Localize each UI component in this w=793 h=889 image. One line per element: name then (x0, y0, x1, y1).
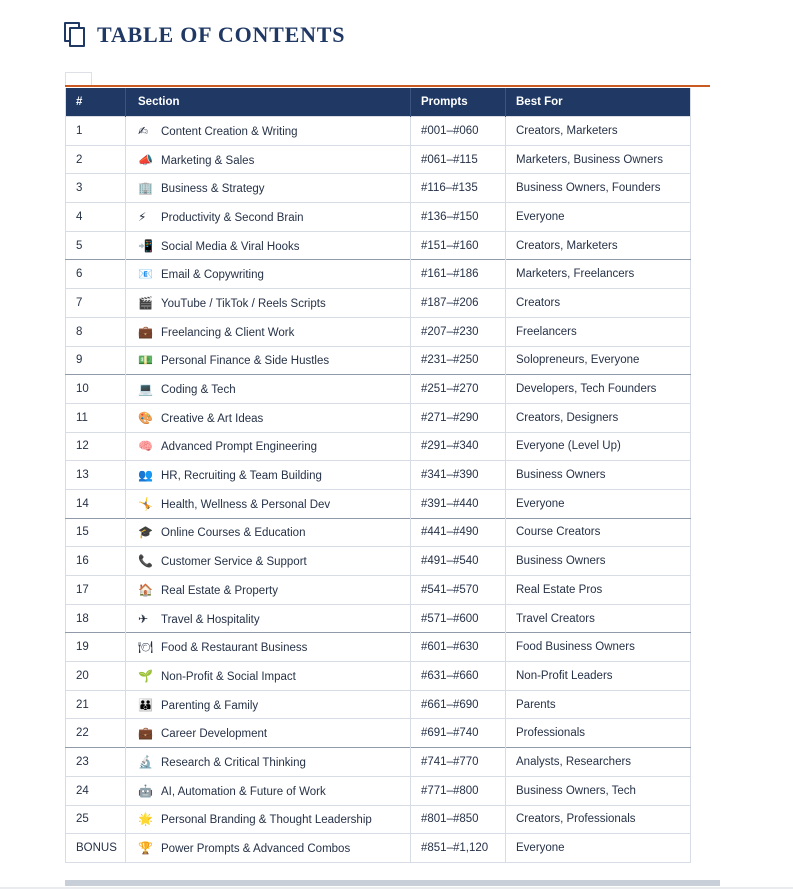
graduation-cap-icon: 🎓 (138, 525, 153, 540)
palette-icon: 🎨 (138, 410, 153, 425)
row-number: 17 (66, 576, 126, 605)
mobile-phone-icon: 📲 (138, 238, 153, 253)
telephone-icon: 📞 (138, 554, 153, 569)
table-row (66, 690, 691, 719)
trophy-icon: 🏆 (138, 841, 153, 856)
section-cell (126, 346, 411, 375)
prompts-range: #851–#1,120 (411, 834, 506, 863)
best-for: Real Estate Pros (506, 576, 691, 605)
fork-knife-plate-icon: 🍽 (138, 640, 154, 655)
prompts-range: #136–#150 (411, 203, 506, 232)
lightning-icon: ⚡ (138, 209, 147, 224)
section-cell (126, 547, 411, 576)
section-label: Online Courses & Education (161, 527, 306, 540)
column-header-section: Section (126, 88, 411, 117)
table-row (66, 346, 691, 375)
section-cell (126, 604, 411, 633)
section-label: Content Creation & Writing (161, 125, 298, 138)
page-title-row (64, 22, 345, 48)
row-number: 5 (66, 231, 126, 260)
table-handle-notch (65, 72, 92, 86)
section-label: Productivity & Second Brain (161, 211, 304, 224)
section-cell (126, 748, 411, 777)
row-number: 6 (66, 260, 126, 289)
column-header-best-for: Best For (506, 88, 691, 117)
section-label: Health, Wellness & Personal Dev (161, 498, 331, 511)
row-number: 13 (66, 461, 126, 490)
office-building-icon: 🏢 (138, 181, 153, 196)
toc-table (65, 88, 691, 863)
row-number: 3 (66, 174, 126, 203)
section-cell (126, 203, 411, 232)
prompts-range: #441–#490 (411, 518, 506, 547)
section-label: Real Estate & Property (161, 584, 278, 597)
prompts-range: #741–#770 (411, 748, 506, 777)
table-row (66, 403, 691, 432)
section-cell (126, 117, 411, 146)
prompts-range: #391–#440 (411, 489, 506, 518)
section-label: Non-Profit & Social Impact (161, 670, 296, 683)
row-number: 24 (66, 776, 126, 805)
section-cell (126, 662, 411, 691)
section-label: Coding & Tech (161, 384, 236, 397)
section-cell (126, 145, 411, 174)
seedling-icon: 🌱 (138, 668, 153, 683)
table-row (66, 805, 691, 834)
section-cell (126, 231, 411, 260)
section-cell (126, 776, 411, 805)
prompts-range: #187–#206 (411, 289, 506, 318)
table-row (66, 604, 691, 633)
section-cell (126, 317, 411, 346)
section-cell (126, 719, 411, 748)
section-label: Freelancing & Client Work (161, 326, 295, 339)
row-number: 18 (66, 604, 126, 633)
row-number: 9 (66, 346, 126, 375)
row-number: 14 (66, 489, 126, 518)
best-for: Everyone (Level Up) (506, 432, 691, 461)
brain-icon: 🧠 (138, 439, 153, 454)
prompts-range: #151–#160 (411, 231, 506, 260)
best-for: Developers, Tech Founders (506, 375, 691, 404)
row-number: 23 (66, 748, 126, 777)
table-row (66, 518, 691, 547)
table-row (66, 719, 691, 748)
section-label: Social Media & Viral Hooks (161, 240, 300, 253)
best-for: Parents (506, 690, 691, 719)
clapperboard-icon: 🎬 (138, 295, 153, 310)
best-for: Course Creators (506, 518, 691, 547)
section-label: Creative & Art Ideas (161, 412, 264, 425)
toc-table-header (66, 88, 691, 117)
section-label: Parenting & Family (161, 699, 259, 712)
table-row (66, 203, 691, 232)
section-cell (126, 576, 411, 605)
table-row (66, 576, 691, 605)
table-row (66, 174, 691, 203)
row-number: 7 (66, 289, 126, 318)
prompts-range: #231–#250 (411, 346, 506, 375)
table-row (66, 748, 691, 777)
writing-hand-icon: ✍ (138, 123, 149, 138)
column-header-number: # (66, 88, 126, 117)
section-label: Customer Service & Support (161, 556, 307, 569)
section-cell (126, 633, 411, 662)
table-row (66, 834, 691, 863)
column-header-prompts: Prompts (411, 88, 506, 117)
section-label: HR, Recruiting & Team Building (161, 470, 322, 483)
best-for: Business Owners, Founders (506, 174, 691, 203)
table-row (66, 461, 691, 490)
table-row (66, 289, 691, 318)
section-cell (126, 174, 411, 203)
best-for: Non-Profit Leaders (506, 662, 691, 691)
row-number: 11 (66, 403, 126, 432)
prompts-range: #061–#115 (411, 145, 506, 174)
best-for: Business Owners, Tech (506, 776, 691, 805)
section-cell (126, 805, 411, 834)
best-for: Food Business Owners (506, 633, 691, 662)
house-icon: 🏠 (138, 582, 153, 597)
section-label: YouTube / TikTok / Reels Scripts (161, 297, 326, 310)
best-for: Creators, Professionals (506, 805, 691, 834)
prompts-range: #631–#660 (411, 662, 506, 691)
section-label: Power Prompts & Advanced Combos (161, 843, 351, 856)
section-label: Career Development (161, 728, 268, 741)
section-cell (126, 260, 411, 289)
prompts-range: #207–#230 (411, 317, 506, 346)
prompts-range: #571–#600 (411, 604, 506, 633)
section-cell (126, 834, 411, 863)
prompts-range: #001–#060 (411, 117, 506, 146)
best-for: Marketers, Business Owners (506, 145, 691, 174)
best-for: Creators (506, 289, 691, 318)
section-label: Personal Finance & Side Hustles (161, 355, 330, 368)
row-number: 19 (66, 633, 126, 662)
email-icon: 📧 (138, 267, 153, 282)
briefcase-icon: 💼 (138, 324, 153, 339)
prompts-range: #541–#570 (411, 576, 506, 605)
row-number: 16 (66, 547, 126, 576)
table-row (66, 317, 691, 346)
table-row (66, 776, 691, 805)
table-row (66, 547, 691, 576)
row-number: 15 (66, 518, 126, 547)
table-row (66, 633, 691, 662)
airplane-icon: ✈ (138, 611, 149, 626)
best-for: Everyone (506, 834, 691, 863)
best-for: Analysts, Researchers (506, 748, 691, 777)
page-title: TABLE OF CONTENTS (97, 22, 346, 47)
prompts-range: #341–#390 (411, 461, 506, 490)
section-cell (126, 489, 411, 518)
best-for: Marketers, Freelancers (506, 260, 691, 289)
section-cell (126, 375, 411, 404)
section-cell (126, 289, 411, 318)
section-label: Business & Strategy (161, 183, 265, 196)
best-for: Everyone (506, 489, 691, 518)
row-number: 22 (66, 719, 126, 748)
table-row (66, 145, 691, 174)
table-row (66, 489, 691, 518)
family-icon: 👪 (138, 697, 153, 712)
row-number: 4 (66, 203, 126, 232)
best-for: Creators, Designers (506, 403, 691, 432)
best-for: Creators, Marketers (506, 117, 691, 146)
computer-icon: 💻 (138, 382, 153, 397)
table-row (66, 260, 691, 289)
prompts-range: #771–#800 (411, 776, 506, 805)
next-page-edge (65, 880, 720, 886)
row-number: BONUS (66, 834, 126, 863)
row-number: 2 (66, 145, 126, 174)
row-number: 10 (66, 375, 126, 404)
section-cell (126, 461, 411, 490)
table-row (66, 117, 691, 146)
table-row (66, 662, 691, 691)
section-label: Email & Copywriting (161, 269, 264, 282)
section-cell (126, 518, 411, 547)
section-label: Research & Critical Thinking (161, 756, 306, 769)
row-number: 20 (66, 662, 126, 691)
prompts-range: #491–#540 (411, 547, 506, 576)
prompts-range: #801–#850 (411, 805, 506, 834)
row-number: 21 (66, 690, 126, 719)
section-label: AI, Automation & Future of Work (161, 785, 326, 798)
section-cell (126, 690, 411, 719)
prompts-range: #251–#270 (411, 375, 506, 404)
briefcase-icon: 💼 (138, 726, 153, 741)
section-cell (126, 432, 411, 461)
section-label: Advanced Prompt Engineering (161, 441, 317, 454)
best-for: Business Owners (506, 461, 691, 490)
prompts-range: #291–#340 (411, 432, 506, 461)
prompts-range: #271–#290 (411, 403, 506, 432)
best-for: Business Owners (506, 547, 691, 576)
prompts-range: #161–#186 (411, 260, 506, 289)
section-cell (126, 403, 411, 432)
best-for: Solopreneurs, Everyone (506, 346, 691, 375)
best-for: Creators, Marketers (506, 231, 691, 260)
table-row (66, 231, 691, 260)
section-label: Travel & Hospitality (161, 613, 260, 626)
row-number: 25 (66, 805, 126, 834)
prompts-range: #601–#630 (411, 633, 506, 662)
person-exercising-icon: 🤸 (138, 496, 153, 511)
section-label: Food & Restaurant Business (161, 642, 308, 655)
people-icon: 👥 (138, 468, 153, 483)
best-for: Everyone (506, 203, 691, 232)
prompts-range: #661–#690 (411, 690, 506, 719)
prompts-range: #691–#740 (411, 719, 506, 748)
glowing-star-icon: 🌟 (138, 812, 153, 827)
section-label: Marketing & Sales (161, 154, 255, 167)
row-number: 8 (66, 317, 126, 346)
banknote-icon: 💵 (138, 353, 153, 368)
robot-icon: 🤖 (138, 783, 153, 798)
toc-table-body (66, 117, 691, 863)
prompts-range: #116–#135 (411, 174, 506, 203)
row-number: 12 (66, 432, 126, 461)
best-for: Freelancers (506, 317, 691, 346)
microscope-icon: 🔬 (138, 754, 153, 769)
table-row (66, 432, 691, 461)
section-label: Personal Branding & Thought Leadership (161, 814, 372, 827)
best-for: Professionals (506, 719, 691, 748)
row-number: 1 (66, 117, 126, 146)
pages-icon (64, 22, 86, 48)
best-for: Travel Creators (506, 604, 691, 633)
megaphone-icon: 📣 (138, 152, 153, 167)
table-row (66, 375, 691, 404)
accent-divider (65, 85, 710, 87)
